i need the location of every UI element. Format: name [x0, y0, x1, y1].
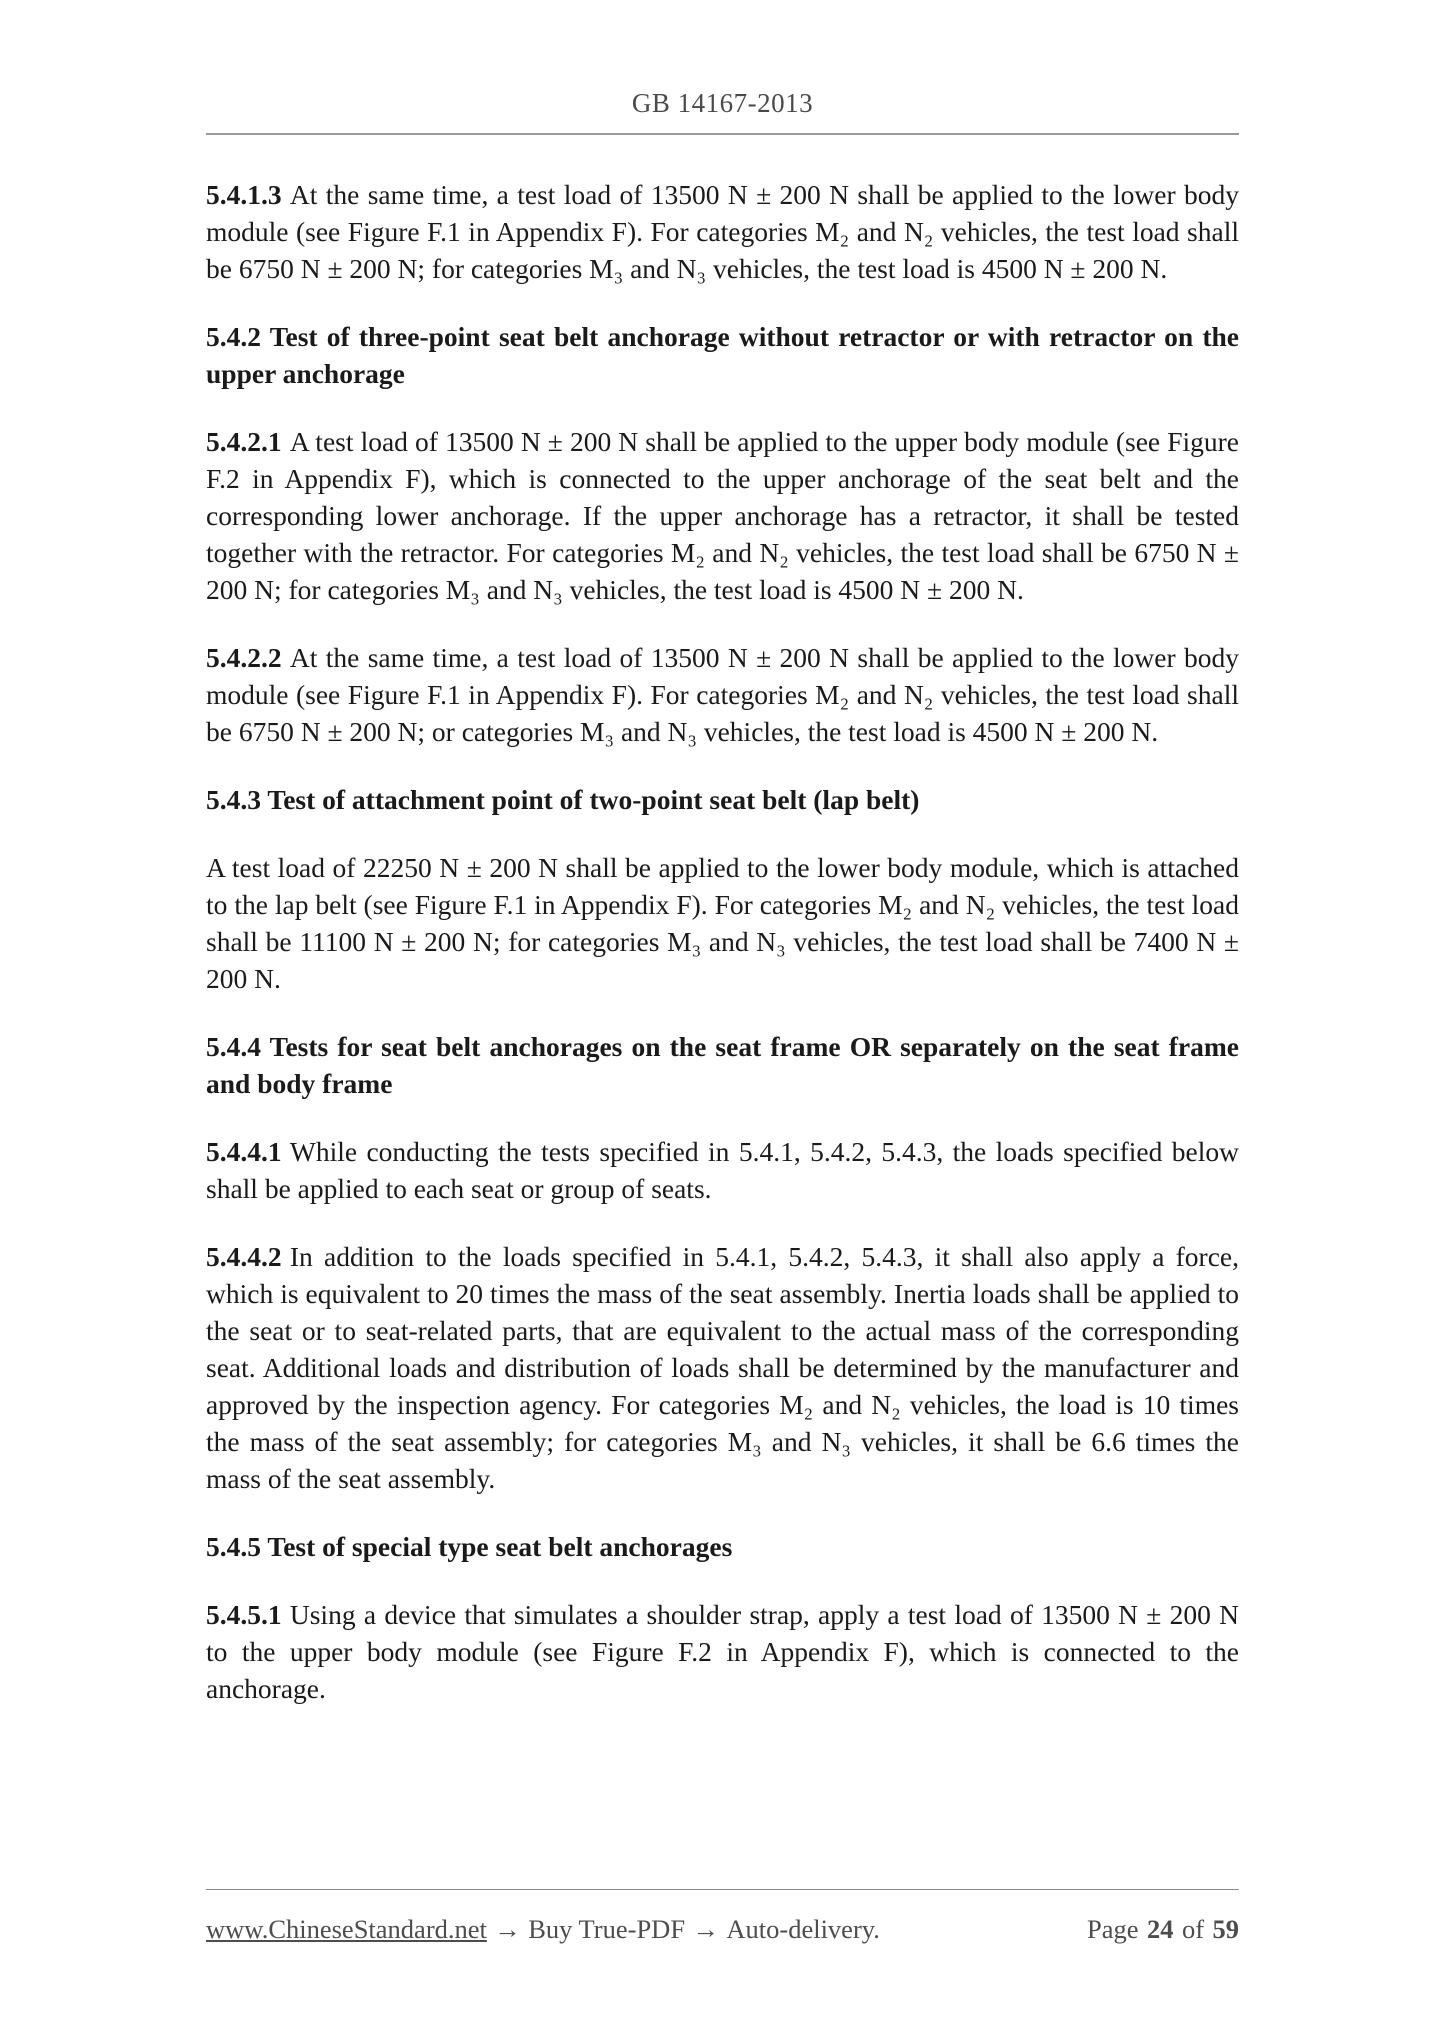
section-number: 5.4.2.1: [206, 426, 282, 457]
paragraph-text: Using a device that simulates a shoulder strap, apply a test load of 13500 N ± 200 N to the upper body module (see Figure F.2 in Appendix F), which is connected to the anchorage.: [206, 1599, 1239, 1704]
document-code: GB 14167-2013: [631, 88, 814, 118]
arrow-icon: →: [494, 1914, 521, 1944]
page-indicator: [1079, 1914, 1239, 1945]
paragraph-5-4-5-1: [206, 1596, 1239, 1707]
section-number: 5.4.5.1: [206, 1599, 282, 1630]
paragraph-text: At the same time, a test load of 13500 N ± 200 N shall be applied to the lower body module (see Figure F.1 in Appendix F). For categories M₂ and N₂ vehicles, the test load shall be 6750 N ± 200 N; or categories M₃ and N₃ vehicles, the test load is 4500 N ± 200 N.: [206, 642, 1239, 747]
paragraph-text: A test load of 13500 N ± 200 N shall be applied to the upper body module (see Figure F.2 in Appendix F), which is connected to the upper anchorage of the seat belt and the corresponding lower anchorage. If the upper anchorage has a retractor, it shall be tested together with the retractor. For categories M₂ and N₂ vehicles, the test load shall be 6750 N ± 200 N; for categories M₃ and N₃ vehicles, the test load is 4500 N ± 200 N.: [206, 426, 1239, 605]
section-number: 5.4.1.3: [206, 179, 282, 210]
heading-5-4-2: 5.4.2 Test of three-point seat belt anchorage without retractor or with retractor on the upper anchorage: [206, 321, 1239, 389]
paragraph-5-4-4-2: [206, 1238, 1239, 1497]
paragraph-text: A test load of 22250 N ± 200 N shall be applied to the lower body module, which is attached to the lap belt (see Figure F.1 in Appendix F). For categories M₂ and N₂ vehicles, the test load shall be 11100 N ± 200 N; for categories M₃ and N₃ vehicles, the test load shall be 7400 N ± 200 N.: [206, 852, 1239, 994]
heading-5-4-4: 5.4.4 Tests for seat belt anchorages on the seat frame OR separately on the seat frame and body frame: [206, 1031, 1239, 1099]
page-current: 24: [1146, 1914, 1174, 1944]
paragraph-5-4-4-1: [206, 1133, 1239, 1207]
heading-5-4-5: 5.4.5 Test of special type seat belt anchorages: [206, 1531, 733, 1562]
section-number: 5.4.2.2: [206, 642, 282, 673]
of-label: of: [1181, 1914, 1205, 1944]
paragraph-text: In addition to the loads specified in 5.4.1, 5.4.2, 5.4.3, it shall also apply a force, which is equivalent to 20 times the mass of the seat assembly. Inertia loads shall be applied to the seat or to seat-related parts, that are equivalent to the actual mass of the corresponding seat. Additional loads and distribution of loads shall be determined by the manufacturer and approved by the inspection agency. For categories M₂ and N₂ vehicles, the load is 10 times the mass of the seat assembly; for categories M₃ and N₃ vehicles, it shall be 6.6 times the mass of the seat assembly.: [206, 1241, 1239, 1494]
paragraph-text: While conducting the tests specified in 5.4.1, 5.4.2, 5.4.3, the loads specified below shall be applied to each seat or group of seats.: [206, 1136, 1239, 1204]
arrow-icon: →: [692, 1914, 719, 1944]
paragraph-5-4-2-2: [206, 639, 1239, 750]
auto-delivery-text: Auto-delivery.: [726, 1914, 880, 1944]
footer-row: [206, 1914, 1239, 1945]
section-number: 5.4.4.1: [206, 1136, 282, 1167]
paragraph-5-4-2-1: [206, 423, 1239, 608]
footer-left: [206, 1914, 887, 1945]
footer-rule: [206, 1889, 1239, 1890]
website-link[interactable]: www.ChineseStandard.net: [206, 1914, 487, 1944]
page-header: [206, 0, 1239, 135]
paragraph-5-4-1-3: [206, 176, 1239, 287]
buy-true-pdf-text: Buy True-PDF: [528, 1914, 686, 1944]
page-footer: [206, 1889, 1239, 1945]
paragraph-text: At the same time, a test load of 13500 N ± 200 N shall be applied to the lower body module (see Figure F.1 in Appendix F). For categories M₂ and N₂ vehicles, the test load shall be 6750 N ± 200 N; for categories M₃ and N₃ vehicles, the test load is 4500 N ± 200 N.: [206, 179, 1239, 284]
heading-5-4-3: 5.4.3 Test of attachment point of two-point seat belt (lap belt): [206, 784, 920, 815]
page-total: 59: [1212, 1914, 1239, 1944]
section-number: 5.4.4.2: [206, 1241, 282, 1272]
paragraph-5-4-3-body: [206, 849, 1239, 997]
document-body: [206, 135, 1239, 1707]
page-label: Page: [1087, 1914, 1139, 1944]
